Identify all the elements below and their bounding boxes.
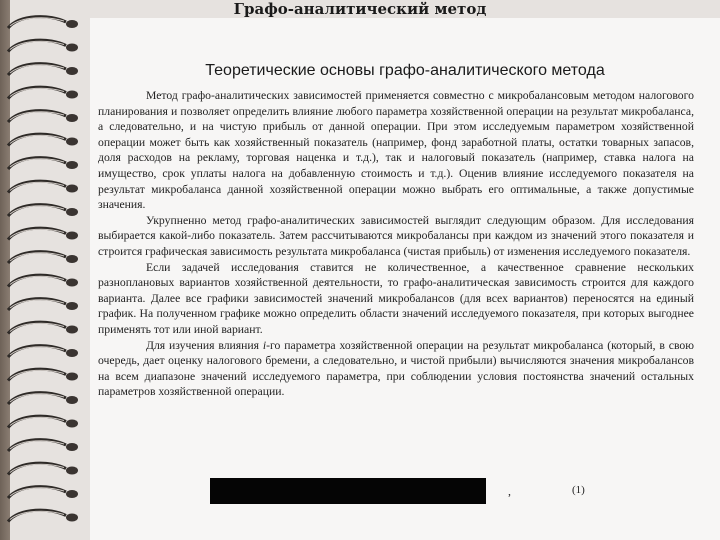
binder-ring xyxy=(8,158,78,169)
paragraph-1: Метод графо-аналитических зависимостей применяется совместно с микробалансовым методом налогового планирования и позволяет определить влияние любого параметра хозяйственной операции на результат микробаланса, а следовательно, и на чистую прибыль от данной операции. При этом исследуемым параметром хозяйственной операции может быть как хозяйственный показатель (например, фонд заработной платы, остатки товарных запасов, доля расходов на рекламу, торговая наценка и т.д.), так и налоговый показатель (например, ставка налога на имущество, срок уплаты налога на добавленную стоимость и т.д.). Оценив влияние исследуемого показателя на результат микробаланса данной хозяйственной операции можно выбрать его оптимальные, а также допустимые значения. xyxy=(98,89,694,212)
binder-ring xyxy=(8,322,78,333)
equation-number: (1) xyxy=(572,484,585,496)
binder-ring xyxy=(8,369,78,380)
formula-comma: , xyxy=(508,484,511,498)
binder-ring xyxy=(8,463,78,474)
index-variable: i xyxy=(262,338,267,352)
binder-ring xyxy=(8,299,78,310)
binder-ring xyxy=(8,87,78,98)
binder-ring xyxy=(8,17,78,28)
binder-ring xyxy=(8,134,78,145)
binder-ring xyxy=(8,64,78,75)
binder-rings xyxy=(0,0,90,540)
body-text xyxy=(98,88,694,400)
document-page xyxy=(90,18,720,540)
binder-ring xyxy=(8,393,78,404)
binder-ring xyxy=(8,111,78,122)
paragraph-2: Укрупненно метод графо-аналитических зависимостей выглядит следующим образом. Для исследования выбирается какой-либо показатель. Затем рассчитываются микробалансы при каждом из значений этого показателя и строится графическая зависимость результата микробаланса (чистая прибыль) от изменения исследуемого показателя. xyxy=(98,213,694,258)
binder-ring xyxy=(8,275,78,286)
binder-ring xyxy=(8,440,78,451)
binder-ring xyxy=(8,252,78,263)
paragraph-3: Если задачей исследования ставится не количественное, а качественное сравнение нескольких разноплановых вариантов хозяйственной деятельности, то графо-аналитическая зависимость строится для каждого варианта. Далее все графики зависимостей значений микробалансов (для всех вариантов) переносятся на единый график. На полученном графике можно определить области значений исследуемого показателя, при которых выгоднее применять тот или иной вариант. xyxy=(98,260,694,336)
paragraph-4-rest: -го параметра хозяйственной операции на результат микробаланса (который, в свою очередь, дает оценку налогового бремени, а следовательно, и чистой прибыли) вычисляются значения микробалансов на всем диапазоне значений исследуемого параметра, при соблюдении условия постоянства значений остальных параметров хозяйственной операции. xyxy=(98,338,694,399)
section-title: Теоретические основы графо-аналитического метода xyxy=(205,62,605,79)
binder-ring xyxy=(8,346,78,357)
formula-image-redacted xyxy=(210,478,486,504)
slide-title: Графо-аналитический метод xyxy=(233,0,487,18)
binder-ring xyxy=(8,205,78,216)
binder-ring xyxy=(8,510,78,521)
paragraph-4 xyxy=(98,338,694,400)
binder-ring xyxy=(8,40,78,51)
paragraph-4-start: Для изучения влияния xyxy=(146,338,263,352)
binder-ring xyxy=(8,181,78,192)
ring-set xyxy=(0,0,90,540)
binder-ring xyxy=(8,228,78,239)
binder-ring xyxy=(8,416,78,427)
binder-ring xyxy=(8,487,78,498)
